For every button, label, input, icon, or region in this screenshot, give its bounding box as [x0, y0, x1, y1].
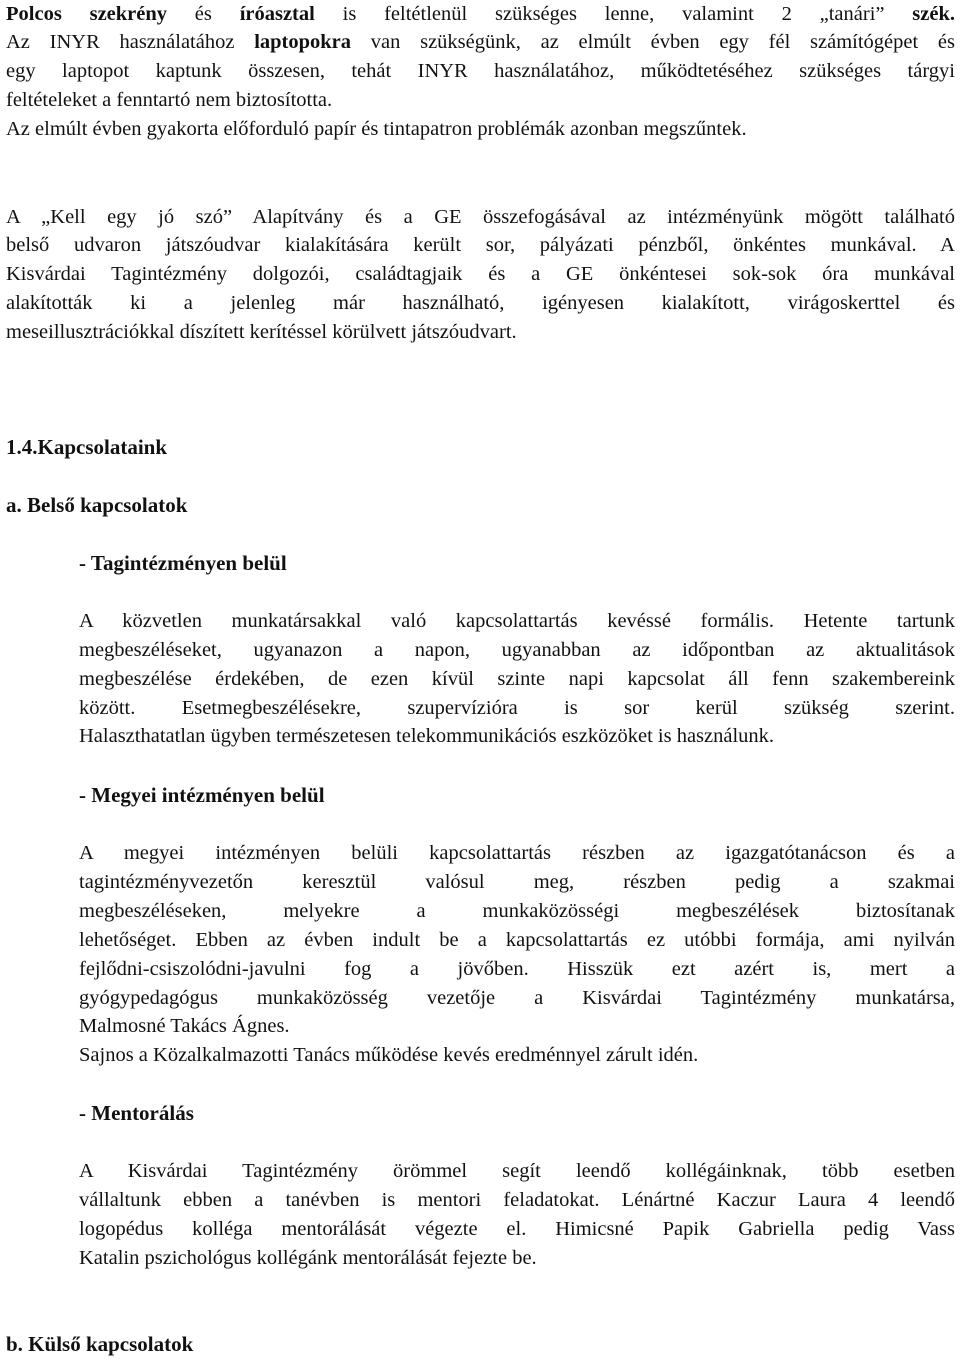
within-county-line: fejlődni-csiszolódni-javulni fog a jövőben. Hisszük ezt azért is, mert a — [79, 958, 955, 980]
mentoring-line: logopédus kolléga mentorálását végezte el. Himicsné Papik Gabriella pedig Vass — [79, 1218, 955, 1240]
bold-text: laptopokra — [254, 31, 352, 53]
intro-line-1 — [6, 0, 955, 29]
within-county-line: Malmosné Takács Ágnes. — [79, 1015, 290, 1037]
within-unit-line: között. Esetmegbeszélésekre, szupervízióra is sor kerül szükség szerint. — [79, 697, 955, 719]
intro-line-4: feltételeket a fenntartó nem biztosította. — [6, 89, 333, 111]
mentoring-line: Katalin pszichológus kollégánk mentorálását fejezte be. — [79, 1247, 537, 1269]
playground-line: meseillusztrációkkal díszített kerítéssel körülvett játszóudvart. — [6, 321, 517, 343]
intro-line-3: egy laptopot kaptunk összesen, tehát INYR használatához, működtetéséhez szükséges tárgyi — [6, 60, 955, 82]
playground-line: belső udvaron játszóudvar kialakítására került sor, pályázati pénzből, önkéntes munkával. A — [6, 234, 955, 256]
section-title: 1.4.Kapcsolataink — [6, 435, 168, 459]
playground-line: alakították ki a jelenleg már használható, igényesen kialakított, virágoskerttel és — [6, 292, 955, 314]
within-county-line: megbeszéléseken, melyekre a munkaközösségi megbeszélések biztosítanak — [79, 900, 955, 922]
bold-text: íróasztal — [239, 3, 315, 25]
within-county-title: - Megyei intézményen belül — [79, 783, 325, 807]
bold-text: Polcos szekrény — [6, 3, 168, 25]
mentoring-line: A Kisvárdai Tagintézmény örömmel segít leendő kollégáinknak, több esetben — [79, 1160, 955, 1182]
within-county-line: gyógypedagógus munkaközösség vezetője a Kisvárdai Tagintézmény munkatársa, — [79, 987, 955, 1009]
text: Az INYR használatához — [6, 31, 255, 53]
within-unit-line: A közvetlen munkatársakkal való kapcsolattartás kevéssé formális. Hetente tartunk — [79, 610, 955, 632]
mentoring-line: vállaltunk ebben a tanévben is mentori feladatokat. Lénártné Kaczur Laura 4 leendő — [79, 1189, 955, 1211]
text: és — [167, 3, 240, 25]
playground-line: A „Kell egy jó szó” Alapítvány és a GE összefogásával az intézményünk mögött található — [6, 206, 955, 228]
within-county-line: tagintézményvezetőn keresztül valósul meg, részben pedig a szakmai — [79, 871, 955, 893]
text: is feltétlenül szükséges lenne, valamint 2 „tanári” — [314, 3, 913, 25]
internal-title: a. Belső kapcsolatok — [6, 493, 188, 517]
mentoring-title: - Mentorálás — [79, 1101, 194, 1125]
within-county-line: lehetőséget. Ebben az évben indult be a kapcsolattartás ez utóbbi formája, ami nyilván — [79, 929, 955, 951]
playground-line: Kisvárdai Tagintézmény dolgozói, családtagjaik és a GE önkéntesei sok-sok óra munkával — [6, 263, 955, 285]
bold-text: szék. — [912, 3, 955, 25]
within-unit-line: megbeszéléseket, ugyanazon a napon, ugyanabban az időpontban az aktualitások — [79, 639, 955, 661]
within-unit-line: megbeszélése érdekében, de ezen kívül szinte napi kapcsolat áll fenn szakembereink — [79, 668, 955, 690]
within-county-line: Sajnos a Közalkalmazotti Tanács működése kevés eredménnyel zárult idén. — [79, 1044, 699, 1066]
within-unit-line: Halaszthatatlan ügyben természetesen telekommunikációs eszközöket is használunk. — [79, 725, 775, 747]
text: van szükségünk, az elmúlt évben egy fél számítógépet és — [351, 31, 955, 53]
within-unit-title: - Tagintézményen belül — [79, 551, 287, 575]
intro-line-5: Az elmúlt évben gyakorta előforduló papír és tintapatron problémák azonban megszűntek. — [6, 118, 747, 140]
within-county-line: A megyei intézményen belüli kapcsolattartás részben az igazgatótanácson és a — [79, 842, 955, 864]
intro-line-2 — [6, 28, 955, 57]
external-title: b. Külső kapcsolatok — [6, 1332, 194, 1356]
